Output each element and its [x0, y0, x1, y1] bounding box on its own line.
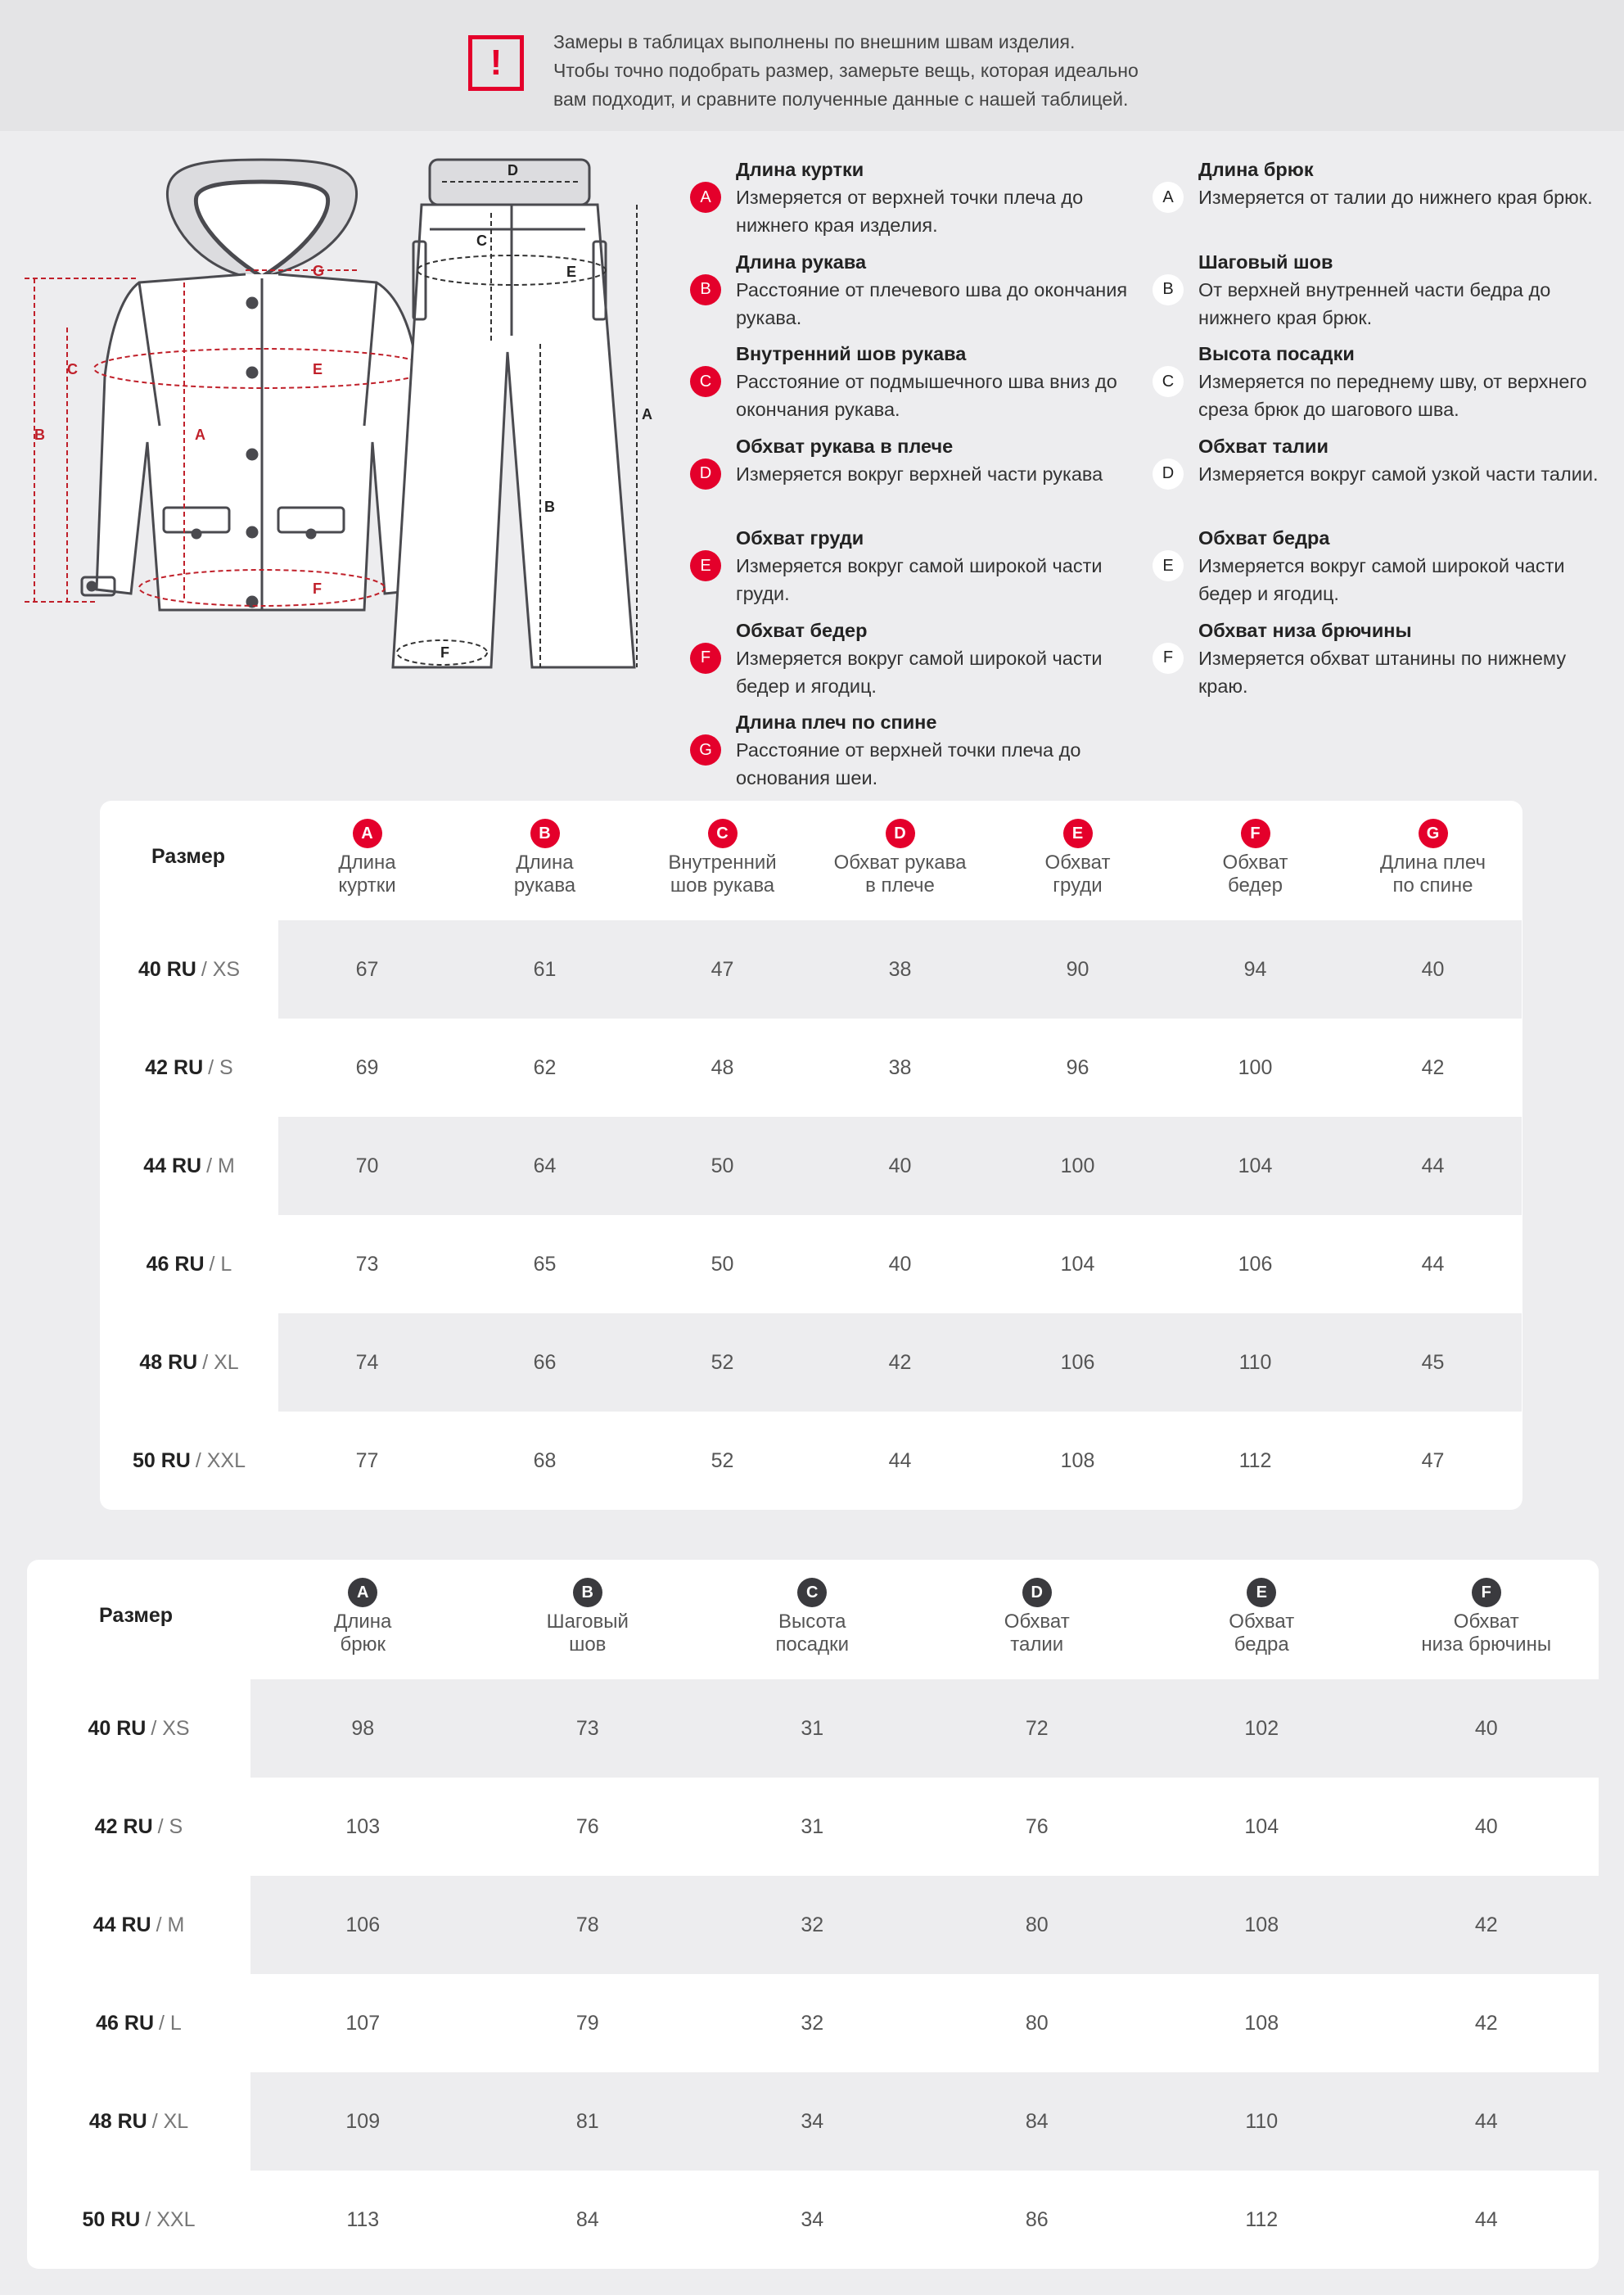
row-size: [100, 1215, 278, 1313]
table-row: [100, 1215, 1522, 1313]
size-intl: / L: [209, 1252, 232, 1276]
column-header: [278, 819, 456, 897]
legend-desc: Расстояние от подмышечного шва вниз до окончания рукава.: [736, 371, 1117, 420]
table-cell: 65: [533, 1252, 557, 1276]
column-label-line: Длина: [338, 852, 396, 874]
table-cell: 76: [1025, 1814, 1049, 1838]
size-ru: 48 RU: [139, 1350, 198, 1374]
table-cell: 44: [1474, 2109, 1498, 2133]
size-ru: 46 RU: [146, 1252, 205, 1276]
column-label-line: в плече: [865, 874, 935, 897]
size-ru: 50 RU: [132, 1448, 191, 1472]
row-cells: [278, 1019, 1522, 1117]
size-intl: / XL: [202, 1350, 239, 1374]
column-letter-badge: A: [348, 1578, 377, 1607]
table-cell: 42: [888, 1350, 912, 1374]
column-label-line: груди: [1053, 874, 1103, 897]
row-cells: [278, 920, 1522, 1019]
column-label-line: низа брючины: [1421, 1633, 1552, 1656]
legend-title: Обхват бедра: [1198, 527, 1330, 549]
size-intl: / XXL: [195, 1448, 246, 1472]
table-cell: 100: [1238, 1055, 1273, 1079]
table-cell: 42: [1421, 1055, 1445, 1079]
letter-badge: D: [690, 459, 721, 490]
letter-badge: E: [1153, 550, 1184, 581]
row-size: [27, 1876, 250, 1974]
column-header: [989, 819, 1166, 897]
table-cell: 106: [345, 1913, 381, 1936]
size-intl: / XS: [151, 1716, 190, 1740]
table-cell: 73: [575, 1716, 599, 1740]
row-cells: [250, 2072, 1599, 2171]
legend-desc: Измеряется вокруг верхней части рукава: [736, 463, 1103, 485]
legend-item: [690, 708, 1153, 801]
table-cell: 69: [355, 1055, 379, 1079]
column-label-line: шов рукава: [670, 874, 775, 897]
legend-desc: Измеряется по переднему шву, от верхнего среза брюк до шагового шва.: [1198, 371, 1587, 420]
letter-badge: A: [1153, 182, 1184, 213]
row-cells: [250, 1876, 1599, 1974]
size-intl: / M: [206, 1154, 235, 1177]
table-cell: 113: [346, 2207, 380, 2231]
column-label-line: брюк: [340, 1633, 386, 1656]
table-cell: 61: [533, 957, 557, 981]
letter-badge: B: [690, 274, 721, 305]
column-label-line: рукава: [513, 874, 576, 897]
table-cell: 80: [1025, 2011, 1049, 2035]
table-cell: 38: [888, 1055, 912, 1079]
svg-text:D: D: [508, 162, 518, 178]
table-row: [100, 920, 1522, 1019]
row-cells: [278, 1412, 1522, 1510]
size-ru: 40 RU: [88, 1716, 147, 1740]
legend-title: Внутренний шов рукава: [736, 343, 967, 364]
table-cell: 78: [575, 1913, 599, 1936]
table-cell: 48: [710, 1055, 734, 1079]
table-cell: 40: [1474, 1814, 1498, 1838]
garment-illustration: [0, 135, 671, 700]
table-cell: 72: [1025, 1716, 1049, 1740]
column-label-line: Обхват рукава: [833, 852, 967, 874]
table-cell: 31: [801, 1716, 824, 1740]
legend-item: [1153, 248, 1616, 341]
column-header: [456, 819, 634, 897]
row-size: [100, 1313, 278, 1412]
table-row: [100, 1117, 1522, 1215]
table-row: [100, 1313, 1522, 1412]
pants-drawing: [393, 160, 634, 667]
column-header: [476, 1578, 701, 1656]
table-cell: 86: [1025, 2207, 1049, 2231]
row-size: [27, 1974, 250, 2072]
jacket-size-table: [100, 801, 1522, 1510]
column-letter-badge: D: [886, 819, 915, 848]
notice-line: Чтобы точно подобрать размер, замерьте вещь, которая идеально: [553, 60, 1139, 81]
column-label-line: бедра: [1234, 1633, 1289, 1656]
table-cell: 62: [533, 1055, 557, 1079]
legend-desc: Измеряется вокруг самой широкой части бедер и ягодиц.: [1198, 555, 1565, 604]
column-letter-badge: B: [530, 819, 560, 848]
legend-item: [690, 248, 1153, 341]
letter-badge: F: [690, 643, 721, 674]
legend-desc: От верхней внутренней части бедра до нижнего края брюк.: [1198, 278, 1551, 328]
letter-badge: C: [690, 366, 721, 397]
letter-badge: G: [690, 734, 721, 766]
table-cell: 106: [1238, 1252, 1273, 1276]
letter-badge: B: [1153, 274, 1184, 305]
column-label-line: Обхват: [1004, 1611, 1070, 1633]
column-header: [700, 1578, 925, 1656]
size-ru: 44 RU: [92, 1913, 151, 1936]
table-cell: 90: [1066, 957, 1089, 981]
size-ru: 48 RU: [88, 2109, 147, 2133]
column-label-line: Обхват: [1229, 1611, 1295, 1633]
row-size: [100, 1412, 278, 1510]
column-letter-badge: C: [797, 1578, 827, 1607]
column-header: [634, 819, 811, 897]
column-letter-badge: G: [1419, 819, 1448, 848]
table-cell: 38: [888, 957, 912, 981]
notice-text: [553, 28, 1225, 114]
row-size: [27, 1778, 250, 1876]
column-label-line: куртки: [338, 874, 396, 897]
table-cell: 50: [710, 1252, 734, 1276]
svg-text:C: C: [476, 233, 487, 249]
table-row: [100, 1412, 1522, 1510]
exclamation-icon: !: [468, 35, 524, 91]
column-label-line: Высота: [778, 1611, 846, 1633]
column-label-line: шов: [569, 1633, 607, 1656]
table-cell: 42: [1474, 1913, 1498, 1936]
size-header: Размер: [151, 845, 226, 868]
size-ru: 40 RU: [138, 957, 196, 981]
table-cell: 76: [575, 1814, 599, 1838]
table-cell: 31: [801, 1814, 824, 1838]
table-cell: 32: [801, 2011, 824, 2035]
table-cell: 66: [533, 1350, 557, 1374]
table-cell: 40: [1421, 957, 1445, 981]
table-cell: 106: [1060, 1350, 1095, 1374]
svg-text:A: A: [195, 427, 205, 443]
column-header: [250, 1578, 476, 1656]
table-cell: 70: [355, 1154, 379, 1177]
table-cell: 94: [1243, 957, 1267, 981]
jacket-legend: [690, 156, 1153, 801]
column-header: [1344, 819, 1522, 897]
table-cell: 100: [1060, 1154, 1095, 1177]
table-cell: 84: [1025, 2109, 1049, 2133]
legend-item: [1153, 156, 1616, 248]
column-letter-badge: F: [1472, 1578, 1501, 1607]
svg-text:E: E: [313, 361, 323, 377]
pants-size-table: [27, 1560, 1599, 2269]
size-header: Размер: [99, 1604, 174, 1627]
table-cell: 32: [801, 1913, 824, 1936]
column-label-line: Обхват: [1222, 852, 1288, 874]
size-intl: / L: [159, 2011, 182, 2035]
size-intl: / S: [157, 1814, 183, 1838]
legend-item: [690, 524, 1153, 617]
column-label-line: Обхват: [1044, 852, 1111, 874]
legend-title: Шаговый шов: [1198, 251, 1333, 273]
table-cell: 73: [355, 1252, 379, 1276]
table-cell: 42: [1474, 2011, 1498, 2035]
table-cell: 81: [575, 2109, 599, 2133]
table-cell: 52: [710, 1448, 734, 1472]
svg-text:B: B: [544, 499, 555, 515]
table-row: [27, 2072, 1599, 2171]
table-cell: 44: [1421, 1154, 1445, 1177]
column-label-line: Длина: [516, 852, 574, 874]
row-cells: [278, 1117, 1522, 1215]
table-cell: 108: [1244, 1913, 1279, 1936]
legend-title: Длина рукава: [736, 251, 867, 273]
legend-item: [1153, 340, 1616, 432]
row-size: [27, 2072, 250, 2171]
legend-desc: Измеряется вокруг самой узкой части талии.: [1198, 463, 1599, 485]
row-size: [27, 1679, 250, 1778]
row-cells: [250, 1974, 1599, 2072]
table-cell: 34: [801, 2109, 824, 2133]
legend-desc: Измеряется вокруг самой широкой части груди.: [736, 555, 1103, 604]
column-letter-badge: A: [353, 819, 382, 848]
table-cell: 112: [1238, 1448, 1272, 1472]
row-size: [27, 2171, 250, 2269]
table-cell: 47: [1421, 1448, 1445, 1472]
jacket-drawing: [82, 160, 434, 610]
legend-item: [690, 156, 1153, 248]
table-cell: 104: [1244, 1814, 1279, 1838]
column-letter-badge: F: [1241, 819, 1270, 848]
table-cell: 102: [1244, 1716, 1279, 1740]
table-cell: 79: [575, 2011, 599, 2035]
legend-item: [690, 432, 1153, 525]
legend-title: Обхват низа брючины: [1198, 619, 1412, 641]
column-letter-badge: E: [1063, 819, 1093, 848]
notice-banner: [0, 0, 1624, 131]
row-size: [100, 1117, 278, 1215]
table-cell: 50: [710, 1154, 734, 1177]
table-cell: 103: [345, 1814, 381, 1838]
table-cell: 84: [575, 2207, 599, 2231]
column-label-line: бедер: [1228, 874, 1283, 897]
legend-desc: Измеряется от верхней точки плеча до нижнего края изделия.: [736, 187, 1084, 236]
legend-desc: Расстояние от верхней точки плеча до основания шеи.: [736, 739, 1081, 788]
table-cell: 44: [1421, 1252, 1445, 1276]
row-cells: [278, 1313, 1522, 1412]
table-cell: 40: [1474, 1716, 1498, 1740]
table-cell: 67: [355, 957, 379, 981]
legend-title: Обхват бедер: [736, 619, 868, 641]
table-row: [27, 1876, 1599, 1974]
table-cell: 74: [355, 1350, 379, 1374]
size-intl: / XS: [201, 957, 241, 981]
row-size: [100, 920, 278, 1019]
svg-text:C: C: [67, 361, 78, 377]
legend-desc: Измеряется вокруг самой широкой части бедер и ягодиц.: [736, 647, 1103, 697]
table-cell: 68: [533, 1448, 557, 1472]
legend-desc: Расстояние от плечевого шва до окончания рукава.: [736, 278, 1128, 328]
column-header: [1166, 819, 1344, 897]
column-letter-badge: B: [573, 1578, 602, 1607]
table-cell: 44: [888, 1448, 912, 1472]
legend-item: [690, 617, 1153, 709]
size-ru: 42 RU: [145, 1055, 204, 1079]
legend-title: Обхват груди: [736, 527, 864, 549]
table-cell: 108: [1060, 1448, 1095, 1472]
column-label-line: Внутренний: [668, 852, 777, 874]
table-cell: 104: [1238, 1154, 1273, 1177]
table-row: [27, 1679, 1599, 1778]
size-intl: / XL: [151, 2109, 189, 2133]
table-cell: 112: [1245, 2207, 1279, 2231]
table-row: [27, 1974, 1599, 2072]
svg-text:A: A: [642, 406, 652, 422]
column-label-line: Шаговый: [546, 1611, 629, 1633]
table-cell: 45: [1421, 1350, 1445, 1374]
row-cells: [250, 2171, 1599, 2269]
svg-text:F: F: [440, 644, 449, 661]
table-cell: 34: [801, 2207, 824, 2231]
letter-badge: D: [1153, 459, 1184, 490]
svg-text:G: G: [313, 263, 325, 279]
table-cell: 110: [1238, 1350, 1272, 1374]
letter-badge: F: [1153, 643, 1184, 674]
letter-badge: A: [690, 182, 721, 213]
legend-item: [1153, 617, 1616, 709]
table-cell: 52: [710, 1350, 734, 1374]
legend-title: Высота посадки: [1198, 343, 1355, 364]
table-cell: 96: [1066, 1055, 1089, 1079]
column-label-line: посадки: [775, 1633, 850, 1656]
row-size: [100, 1019, 278, 1117]
table-cell: 108: [1244, 2011, 1279, 2035]
notice-line: Замеры в таблицах выполнены по внешним швам изделия.: [553, 31, 1076, 52]
table-cell: 98: [351, 1716, 375, 1740]
table-cell: 64: [533, 1154, 557, 1177]
column-header: [1374, 1578, 1599, 1656]
pants-legend: [1153, 156, 1616, 708]
column-label-line: Длина: [334, 1611, 392, 1633]
column-label-line: Обхват: [1453, 1611, 1519, 1633]
legend-title: Обхват рукава в плече: [736, 435, 954, 457]
column-header: [925, 1578, 1150, 1656]
table-row: [27, 1778, 1599, 1876]
legend-item: [1153, 524, 1616, 617]
column-letter-badge: C: [708, 819, 738, 848]
legend-item: [690, 340, 1153, 432]
column-letter-badge: D: [1022, 1578, 1052, 1607]
table-cell: 107: [345, 2011, 381, 2035]
legend-desc: Измеряется от талии до нижнего края брюк.: [1198, 187, 1593, 208]
size-ru: 46 RU: [96, 2011, 155, 2035]
column-label-line: по спине: [1392, 874, 1473, 897]
table-cell: 44: [1474, 2207, 1498, 2231]
table-cell: 110: [1245, 2109, 1279, 2133]
table-cell: 40: [888, 1154, 912, 1177]
row-cells: [250, 1679, 1599, 1778]
legend-desc: Измеряется обхват штанины по нижнему краю.: [1198, 647, 1567, 697]
svg-text:F: F: [313, 581, 322, 597]
letter-badge: E: [690, 550, 721, 581]
table-cell: 47: [710, 957, 734, 981]
svg-text:E: E: [566, 264, 577, 280]
legend-title: Длина плеч по спине: [736, 712, 937, 733]
table-row: [100, 1019, 1522, 1117]
size-ru: 44 RU: [143, 1154, 202, 1177]
row-cells: [278, 1215, 1522, 1313]
column-letter-badge: E: [1247, 1578, 1276, 1607]
table-cell: 80: [1025, 1913, 1049, 1936]
column-header: [811, 819, 989, 897]
size-ru: 50 RU: [82, 2207, 141, 2231]
size-intl: / M: [156, 1913, 185, 1936]
size-ru: 42 RU: [94, 1814, 153, 1838]
table-cell: 109: [345, 2109, 381, 2133]
legend-title: Длина брюк: [1198, 159, 1314, 180]
legend-item: [1153, 432, 1616, 525]
table-cell: 104: [1060, 1252, 1095, 1276]
size-intl: / XXL: [145, 2207, 196, 2231]
column-label-line: талии: [1010, 1633, 1064, 1656]
legend-title: Обхват талии: [1198, 435, 1329, 457]
column-header: [1149, 1578, 1374, 1656]
legend-title: Длина куртки: [736, 159, 864, 180]
svg-text:B: B: [34, 427, 45, 443]
table-cell: 77: [355, 1448, 379, 1472]
notice-line: вам подходит, и сравните полученные данные с нашей таблицей.: [553, 88, 1129, 110]
column-label-line: Длина плеч: [1380, 852, 1486, 874]
table-cell: 40: [888, 1252, 912, 1276]
row-cells: [250, 1778, 1599, 1876]
size-intl: / S: [208, 1055, 233, 1079]
table-row: [27, 2171, 1599, 2269]
letter-badge: C: [1153, 366, 1184, 397]
